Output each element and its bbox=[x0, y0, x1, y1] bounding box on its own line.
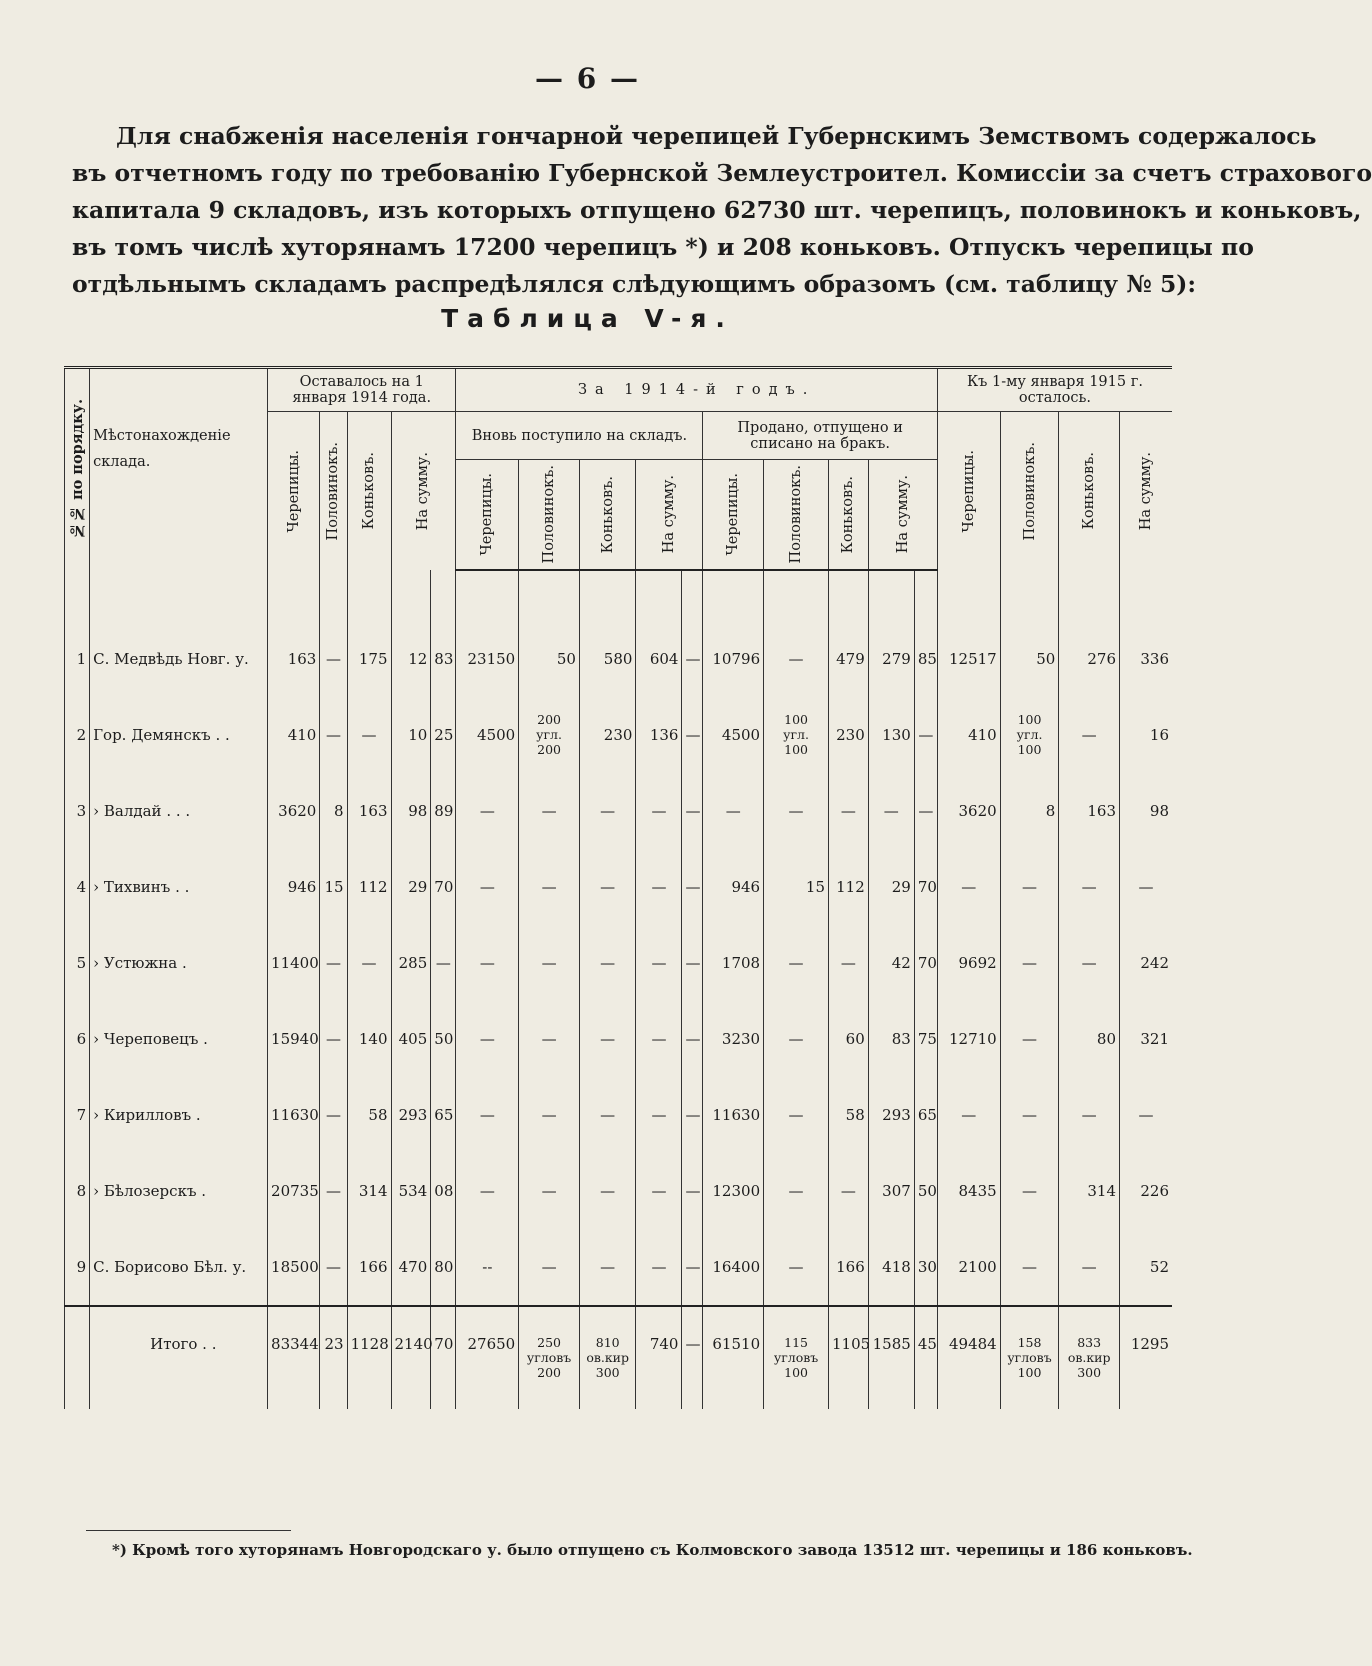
table-cell: 08 bbox=[431, 1153, 456, 1229]
table-cell: 470 bbox=[391, 1229, 431, 1306]
table-cell: — bbox=[764, 1077, 829, 1153]
warehouse-name: Итого . . bbox=[90, 1306, 268, 1409]
table-cell: 740 bbox=[636, 1306, 682, 1409]
table-row bbox=[65, 1077, 1173, 1153]
table-cell: — bbox=[579, 1001, 636, 1077]
header-sum: На сумму. bbox=[868, 460, 937, 570]
table-cell: — bbox=[347, 925, 391, 1001]
table-cell: — bbox=[320, 1153, 347, 1229]
table-cell: — bbox=[682, 773, 703, 849]
table-cell: — bbox=[829, 1153, 869, 1229]
table-cell: — bbox=[1000, 1077, 1059, 1153]
row-index: 9 bbox=[65, 1229, 90, 1306]
row-index: 5 bbox=[65, 925, 90, 1001]
table-cell: — bbox=[764, 621, 829, 697]
table-cell: 29 bbox=[391, 849, 431, 925]
table-cell: — bbox=[1000, 1001, 1059, 1077]
table-cell: 10796 bbox=[703, 621, 764, 697]
table-cell: 70 bbox=[914, 925, 937, 1001]
table-row bbox=[65, 1229, 1173, 1306]
table-row bbox=[65, 773, 1173, 849]
intro-paragraph bbox=[72, 118, 1372, 303]
table-cell: 98 bbox=[391, 773, 431, 849]
warehouse-name: С. Борисово Бѣл. у. bbox=[90, 1229, 268, 1306]
table-cell: 49484 bbox=[937, 1306, 1000, 1409]
table-row bbox=[65, 849, 1173, 925]
table-cell: 100 угл. 100 bbox=[1000, 697, 1059, 773]
table-cell: 50 bbox=[519, 621, 580, 697]
table-cell: 336 bbox=[1120, 621, 1172, 697]
table-cell: 83 bbox=[868, 1001, 914, 1077]
table-cell: — bbox=[636, 1153, 682, 1229]
table-cell: — bbox=[320, 1229, 347, 1306]
table-cell: 8 bbox=[1000, 773, 1059, 849]
table-row bbox=[65, 621, 1173, 697]
table-cell: — bbox=[764, 1001, 829, 1077]
table-cell: — bbox=[579, 1153, 636, 1229]
table-cell: 410 bbox=[268, 697, 320, 773]
table-cell: 136 bbox=[636, 697, 682, 773]
warehouse-name: › Бѣлозерскъ . bbox=[90, 1153, 268, 1229]
table-cell: 60 bbox=[829, 1001, 869, 1077]
header-remained-end: Къ 1-му января 1915 г. осталось. bbox=[937, 368, 1172, 412]
table-cell: — bbox=[682, 621, 703, 697]
table-cell: — bbox=[320, 1077, 347, 1153]
table-cell: — bbox=[636, 1001, 682, 1077]
table-cell: 140 bbox=[347, 1001, 391, 1077]
table-cell: — bbox=[636, 849, 682, 925]
table-cell: 833 ов.кир 300 bbox=[1059, 1306, 1120, 1409]
header-ridges: Коньковъ. bbox=[347, 412, 391, 570]
table-cell: — bbox=[456, 1153, 519, 1229]
header-tiles: Черепицы. bbox=[937, 412, 1000, 570]
table-cell: 3620 bbox=[937, 773, 1000, 849]
header-halves: Половинокъ. bbox=[519, 460, 580, 570]
row-index: 7 bbox=[65, 1077, 90, 1153]
table-cell: — bbox=[456, 773, 519, 849]
warehouse-name: Гор. Демянскъ . . bbox=[90, 697, 268, 773]
header-year: За 1914-й годъ. bbox=[456, 368, 937, 412]
table-cell: — bbox=[1059, 697, 1120, 773]
table-cell: 80 bbox=[1059, 1001, 1120, 1077]
table-cell: 15940 bbox=[268, 1001, 320, 1077]
table-cell: 89 bbox=[431, 773, 456, 849]
table-cell: 580 bbox=[579, 621, 636, 697]
table-body bbox=[65, 570, 1173, 1409]
table-cell: — bbox=[1000, 1153, 1059, 1229]
header-halves: Половинокъ. bbox=[764, 460, 829, 570]
table-cell: 166 bbox=[347, 1229, 391, 1306]
header-sum: На сумму. bbox=[636, 460, 703, 570]
table-cell: 4500 bbox=[703, 697, 764, 773]
table-cell: 65 bbox=[431, 1077, 456, 1153]
intro-line: отдѣльнымъ складамъ распредѣлялся слѣдующимъ образомъ (см. таблицу № 5): bbox=[72, 270, 1197, 298]
table-cell: — bbox=[636, 1229, 682, 1306]
table-cell: — bbox=[347, 697, 391, 773]
table-cell: 10 bbox=[391, 697, 431, 773]
row-index: 1 bbox=[65, 621, 90, 697]
row-index: 8 bbox=[65, 1153, 90, 1229]
table-cell: — bbox=[1000, 849, 1059, 925]
table-cell: 158 угловъ 100 bbox=[1000, 1306, 1059, 1409]
table-cell: — bbox=[579, 773, 636, 849]
table-cell: 25 bbox=[431, 697, 456, 773]
table-cell: — bbox=[579, 1229, 636, 1306]
table-cell: 85 bbox=[914, 621, 937, 697]
table-cell: 23 bbox=[320, 1306, 347, 1409]
table-cell: 293 bbox=[391, 1077, 431, 1153]
row-index: 2 bbox=[65, 697, 90, 773]
table-cell: 279 bbox=[868, 621, 914, 697]
table-cell: 75 bbox=[914, 1001, 937, 1077]
table-cell: 285 bbox=[391, 925, 431, 1001]
table-cell: — bbox=[1059, 849, 1120, 925]
table-cell: 1295 bbox=[1120, 1306, 1172, 1409]
intro-line: въ томъ числѣ хуторянамъ 17200 черепицъ *) и 208 коньковъ. Отпускъ черепицы по bbox=[72, 233, 1254, 261]
table-cell: — bbox=[1000, 925, 1059, 1001]
table-cell: 112 bbox=[829, 849, 869, 925]
row-index: 4 bbox=[65, 849, 90, 925]
footnote: *) Кромѣ того хуторянамъ Новгородскаго у. было отпущено съ Колмовского завода 13512 шт. черепицы и 186 коньковъ. bbox=[112, 1541, 1193, 1559]
table-cell: — bbox=[914, 773, 937, 849]
header-sum: На сумму. bbox=[391, 412, 456, 570]
table-cell: — bbox=[764, 1153, 829, 1229]
table-cell: — bbox=[937, 1077, 1000, 1153]
table-cell: 98 bbox=[1120, 773, 1172, 849]
warehouse-table bbox=[64, 366, 1172, 1409]
table-cell: 50 bbox=[914, 1153, 937, 1229]
table-cell: 163 bbox=[1059, 773, 1120, 849]
table-cell: — bbox=[519, 1153, 580, 1229]
table-cell: 810 ов.кир 300 bbox=[579, 1306, 636, 1409]
table-row bbox=[65, 697, 1173, 773]
table-cell: — bbox=[320, 621, 347, 697]
table-cell: 314 bbox=[347, 1153, 391, 1229]
table-cell: 946 bbox=[268, 849, 320, 925]
row-index: 3 bbox=[65, 773, 90, 849]
header-halves: Половинокъ. bbox=[1000, 412, 1059, 570]
header-halves: Половинокъ. bbox=[320, 412, 347, 570]
header-location: Мѣстонахожденіе склада. bbox=[90, 368, 268, 570]
table-cell: 8435 bbox=[937, 1153, 1000, 1229]
table-cell: — bbox=[1120, 849, 1172, 925]
table-cell: 314 bbox=[1059, 1153, 1120, 1229]
table-row bbox=[65, 925, 1173, 1001]
table-cell: — bbox=[320, 925, 347, 1001]
table-cell: 70 bbox=[431, 1306, 456, 1409]
table-cell: — bbox=[431, 925, 456, 1001]
table-cell: 16400 bbox=[703, 1229, 764, 1306]
table-cell: 112 bbox=[347, 849, 391, 925]
table-cell: — bbox=[682, 1077, 703, 1153]
table-cell: 226 bbox=[1120, 1153, 1172, 1229]
table-cell: 293 bbox=[868, 1077, 914, 1153]
table-cell: 11630 bbox=[703, 1077, 764, 1153]
table-cell: — bbox=[682, 1229, 703, 1306]
table-cell: 50 bbox=[1000, 621, 1059, 697]
table-cell: — bbox=[519, 1077, 580, 1153]
table-cell: — bbox=[1059, 925, 1120, 1001]
table-cell: 58 bbox=[829, 1077, 869, 1153]
table-cell: — bbox=[682, 1153, 703, 1229]
table-cell: — bbox=[703, 773, 764, 849]
table-cell: 534 bbox=[391, 1153, 431, 1229]
table-cell: 12 bbox=[391, 621, 431, 697]
table-cell: — bbox=[682, 849, 703, 925]
table-cell: 30 bbox=[914, 1229, 937, 1306]
warehouse-name: › Валдай . . . bbox=[90, 773, 268, 849]
table-cell: — bbox=[1000, 1229, 1059, 1306]
table-cell: — bbox=[579, 1077, 636, 1153]
table-cell: — bbox=[579, 849, 636, 925]
table-cell: — bbox=[456, 1001, 519, 1077]
table-cell: 2100 bbox=[937, 1229, 1000, 1306]
table-title: Таблица V-я. bbox=[441, 304, 734, 333]
table-cell: 163 bbox=[268, 621, 320, 697]
table-cell: 83344 bbox=[268, 1306, 320, 1409]
intro-line: Для снабженія населенія гончарной черепицей Губернскимъ Земствомъ содержалось bbox=[116, 122, 1317, 150]
page-number: — 6 — bbox=[535, 62, 640, 95]
table-cell: — bbox=[682, 925, 703, 1001]
table-cell: 321 bbox=[1120, 1001, 1172, 1077]
table-cell: 23150 bbox=[456, 621, 519, 697]
table-cell: 307 bbox=[868, 1153, 914, 1229]
table-cell: — bbox=[1059, 1229, 1120, 1306]
table-cell: 163 bbox=[347, 773, 391, 849]
table-cell: — bbox=[519, 773, 580, 849]
warehouse-name: › Тихвинъ . . bbox=[90, 849, 268, 925]
table-cell: — bbox=[868, 773, 914, 849]
header-ridges: Коньковъ. bbox=[1059, 412, 1120, 570]
table-row bbox=[65, 1001, 1173, 1077]
table-cell: 11630 bbox=[268, 1077, 320, 1153]
table-cell: — bbox=[764, 925, 829, 1001]
table-cell: — bbox=[636, 1077, 682, 1153]
header-received: Вновь поступило на складъ. bbox=[456, 412, 703, 460]
table-cell: 1585 bbox=[868, 1306, 914, 1409]
table-cell: — bbox=[456, 849, 519, 925]
table-cell: 70 bbox=[431, 849, 456, 925]
table-cell: 1128 bbox=[347, 1306, 391, 1409]
table-cell: — bbox=[320, 1001, 347, 1077]
table-cell: 12300 bbox=[703, 1153, 764, 1229]
table-cell: 52 bbox=[1120, 1229, 1172, 1306]
table-cell: 175 bbox=[347, 621, 391, 697]
table-cell: -- bbox=[456, 1229, 519, 1306]
table-cell: 11400 bbox=[268, 925, 320, 1001]
table-cell: 42 bbox=[868, 925, 914, 1001]
table-cell: — bbox=[519, 849, 580, 925]
table-cell: 1708 bbox=[703, 925, 764, 1001]
table-cell: 200 угл. 200 bbox=[519, 697, 580, 773]
table-cell: — bbox=[456, 1077, 519, 1153]
table-cell: 405 bbox=[391, 1001, 431, 1077]
table-cell: — bbox=[682, 697, 703, 773]
table-cell: — bbox=[519, 925, 580, 1001]
table-cell: 70 bbox=[914, 849, 937, 925]
header-tiles: Черепицы. bbox=[456, 460, 519, 570]
header-sold: Продано, отпущено и списано на бракъ. bbox=[703, 412, 938, 460]
header-tiles: Черепицы. bbox=[703, 460, 764, 570]
table-cell: 166 bbox=[829, 1229, 869, 1306]
table-row bbox=[65, 1153, 1173, 1229]
header-ridges: Коньковъ. bbox=[829, 460, 869, 570]
table-cell: 15 bbox=[320, 849, 347, 925]
table-cell: 61510 bbox=[703, 1306, 764, 1409]
table-cell: — bbox=[937, 849, 1000, 925]
table-cell: — bbox=[829, 925, 869, 1001]
table-cell: 130 bbox=[868, 697, 914, 773]
header-sum: На сумму. bbox=[1120, 412, 1172, 570]
table-cell: 242 bbox=[1120, 925, 1172, 1001]
table-cell: 50 bbox=[431, 1001, 456, 1077]
table-cell: 8 bbox=[320, 773, 347, 849]
table-total-row bbox=[65, 1306, 1173, 1409]
intro-line: капитала 9 складовъ, изъ которыхъ отпущено 62730 шт. черепицъ, половинокъ и коньковъ, bbox=[72, 196, 1362, 224]
table-cell: 65 bbox=[914, 1077, 937, 1153]
table-cell: 9692 bbox=[937, 925, 1000, 1001]
table-cell: 18500 bbox=[268, 1229, 320, 1306]
table-cell: 250 угловъ 200 bbox=[519, 1306, 580, 1409]
table-cell: — bbox=[764, 1229, 829, 1306]
table-cell: 946 bbox=[703, 849, 764, 925]
table-cell: — bbox=[1120, 1077, 1172, 1153]
table-cell: 45 bbox=[914, 1306, 937, 1409]
table-cell: — bbox=[636, 925, 682, 1001]
table-cell: — bbox=[914, 697, 937, 773]
row-index: 6 bbox=[65, 1001, 90, 1077]
table-cell: — bbox=[682, 1306, 703, 1409]
table-cell: 410 bbox=[937, 697, 1000, 773]
table-cell: 12517 bbox=[937, 621, 1000, 697]
table-cell: 479 bbox=[829, 621, 869, 697]
table-cell: — bbox=[829, 773, 869, 849]
table-cell: 80 bbox=[431, 1229, 456, 1306]
warehouse-name: › Кирилловъ . bbox=[90, 1077, 268, 1153]
table-cell: 15 bbox=[764, 849, 829, 925]
footnote-rule bbox=[86, 1530, 291, 1531]
table-cell: — bbox=[519, 1001, 580, 1077]
table-cell: 115 угловъ 100 bbox=[764, 1306, 829, 1409]
table-cell: 230 bbox=[579, 697, 636, 773]
table-cell: 2140 bbox=[391, 1306, 431, 1409]
table-cell: 58 bbox=[347, 1077, 391, 1153]
header-tiles: Черепицы. bbox=[268, 412, 320, 570]
warehouse-name: › Устюжна . bbox=[90, 925, 268, 1001]
table-cell: 3230 bbox=[703, 1001, 764, 1077]
table-cell: — bbox=[636, 773, 682, 849]
table-cell: 29 bbox=[868, 849, 914, 925]
header-remained-start: Оставалось на 1 января 1914 года. bbox=[268, 368, 456, 412]
table-cell: 27650 bbox=[456, 1306, 519, 1409]
table-cell: 83 bbox=[431, 621, 456, 697]
table-cell: 230 bbox=[829, 697, 869, 773]
table-cell: 276 bbox=[1059, 621, 1120, 697]
table-cell: — bbox=[764, 773, 829, 849]
row-index bbox=[65, 1306, 90, 1409]
table-cell: 418 bbox=[868, 1229, 914, 1306]
table-cell: 12710 bbox=[937, 1001, 1000, 1077]
warehouse-name: С. Медвѣдь Новг. у. bbox=[90, 621, 268, 697]
table-cell: 1105 bbox=[829, 1306, 869, 1409]
table-cell: 3620 bbox=[268, 773, 320, 849]
table-cell: — bbox=[1059, 1077, 1120, 1153]
warehouse-name: › Череповецъ . bbox=[90, 1001, 268, 1077]
table-cell: 604 bbox=[636, 621, 682, 697]
table-cell: — bbox=[456, 925, 519, 1001]
table-cell: 16 bbox=[1120, 697, 1172, 773]
table-cell: — bbox=[682, 1001, 703, 1077]
table-cell: 20735 bbox=[268, 1153, 320, 1229]
table-cell: 100 угл. 100 bbox=[764, 697, 829, 773]
table-cell: — bbox=[519, 1229, 580, 1306]
header-ridges: Коньковъ. bbox=[579, 460, 636, 570]
table-cell: — bbox=[579, 925, 636, 1001]
header-index: №№ по порядку. bbox=[65, 368, 90, 570]
table-cell: 4500 bbox=[456, 697, 519, 773]
intro-line: въ отчетномъ году по требованію Губернской Землеустроител. Комиссіи за счетъ страхового bbox=[72, 159, 1372, 187]
table-cell: — bbox=[320, 697, 347, 773]
